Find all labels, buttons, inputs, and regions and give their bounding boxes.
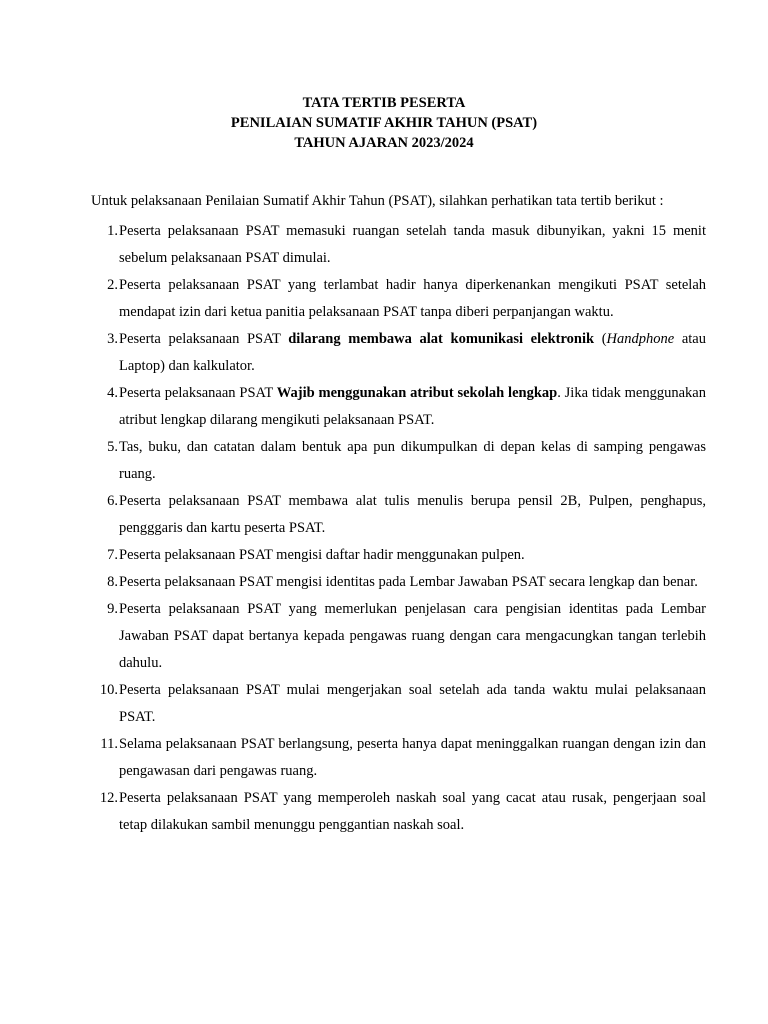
- rule-text: [119, 574, 698, 590]
- rule-segment: Peserta pelaksanaan PSAT yang terlambat hadir hanya diperkenankan mengikuti PSAT setelah mendapat izin dari ketua panitia pelaksanaan PSAT tanpa diberi perpanjangan waktu.: [119, 277, 706, 320]
- rule-italic: Handphone: [606, 331, 675, 347]
- rule-number: 7.: [107, 547, 118, 563]
- title-line-1: TATA TERTIB PESERTA: [302, 95, 466, 111]
- rule-number: 12.: [99, 790, 118, 806]
- rule-text: [119, 385, 706, 428]
- rule-text: [119, 277, 706, 320]
- rule-number: 6.: [107, 493, 118, 509]
- rule-number: 8.: [107, 574, 118, 590]
- rule-segment: Peserta pelaksanaan PSAT yang memerlukan penjelasan cara pengisian identitas pada Lembar Jawaban PSAT dapat bertanya kepada pengawas ruang dengan cara mengacungkan tangan terlebih dahulu.: [119, 601, 706, 671]
- rule-segment: (: [594, 331, 607, 347]
- rule-segment: Tas, buku, dan catatan dalam bentuk apa pun dikumpulkan di depan kelas di samping pengawas ruang.: [119, 439, 706, 482]
- intro-paragraph: Untuk pelaksanaan Penilaian Sumatif Akhir Tahun (PSAT), silahkan perhatikan tata tertib berikut :: [91, 193, 664, 209]
- rule-number: 11.: [100, 736, 118, 752]
- rule-item: [91, 596, 706, 677]
- rule-segment: atau Laptop) dan kalkulator.: [119, 331, 706, 374]
- rule-text: [119, 790, 706, 833]
- rule-segment: Peserta pelaksanaan PSAT mulai mengerjakan soal setelah ada tanda waktu mulai pelaksanaan PSAT.: [119, 682, 706, 725]
- rule-text: [119, 736, 706, 779]
- rule-text: [119, 331, 706, 374]
- rule-item: [91, 731, 706, 785]
- rule-text: [119, 682, 706, 725]
- rule-number: 2.: [107, 277, 118, 293]
- rule-item: [91, 569, 706, 596]
- rule-segment: Peserta pelaksanaan PSAT membawa alat tulis menulis berupa pensil 2B, Pulpen, penghapus, pengggaris dan kartu peserta PSAT.: [119, 493, 706, 536]
- rule-segment: Peserta pelaksanaan PSAT mengisi identitas pada Lembar Jawaban PSAT secara lengkap dan benar.: [119, 574, 698, 590]
- rule-text: [119, 547, 525, 563]
- rule-emphasis: dilarang membawa alat komunikasi elektronik: [288, 331, 595, 347]
- title-line-3: TAHUN AJARAN 2023/2024: [294, 135, 474, 151]
- rule-item: [91, 677, 706, 731]
- rule-text: [119, 601, 706, 671]
- title-line-2: PENILAIAN SUMATIF AKHIR TAHUN (PSAT): [230, 115, 538, 131]
- rule-number: 3.: [107, 331, 118, 347]
- rule-item: [91, 542, 706, 569]
- rule-number: 10.: [99, 682, 118, 698]
- rule-item: [91, 434, 706, 488]
- rule-item: [91, 326, 706, 380]
- rule-segment: . Jika tidak menggunakan atribut lengkap dilarang mengikuti pelaksanaan PSAT.: [119, 385, 706, 428]
- rule-segment: Selama pelaksanaan PSAT berlangsung, peserta hanya dapat meninggalkan ruangan dengan izin dan pengawasan dari pengawas ruang.: [119, 736, 706, 779]
- rule-item: [91, 380, 706, 434]
- rule-number: 5.: [107, 439, 118, 455]
- rule-text: [119, 493, 706, 536]
- rule-number: 4.: [107, 385, 118, 401]
- document-title: [0, 93, 768, 153]
- rule-text: [119, 223, 706, 266]
- rule-segment: Peserta pelaksanaan PSAT yang memperoleh naskah soal yang cacat atau rusak, pengerjaan soal tetap dilakukan sambil menunggu penggantian naskah soal.: [119, 790, 706, 833]
- rule-item: [91, 218, 706, 272]
- rule-segment: Peserta pelaksanaan PSAT memasuki ruangan setelah tanda masuk dibunyikan, yakni 15 menit sebelum pelaksanaan PSAT dimulai.: [119, 223, 706, 266]
- rule-number: 1.: [107, 223, 118, 239]
- rule-segment: Peserta pelaksanaan PSAT: [119, 331, 289, 347]
- rule-text: [119, 439, 706, 482]
- rules-list: [91, 218, 706, 839]
- rule-segment: Peserta pelaksanaan PSAT mengisi daftar hadir menggunakan pulpen.: [119, 547, 525, 563]
- rule-segment: Peserta pelaksanaan PSAT: [119, 385, 277, 401]
- rule-number: 9.: [107, 601, 118, 617]
- rule-item: [91, 785, 706, 839]
- rule-item: [91, 272, 706, 326]
- rule-emphasis: Wajib menggunakan atribut sekolah lengkap: [276, 385, 558, 401]
- rule-item: [91, 488, 706, 542]
